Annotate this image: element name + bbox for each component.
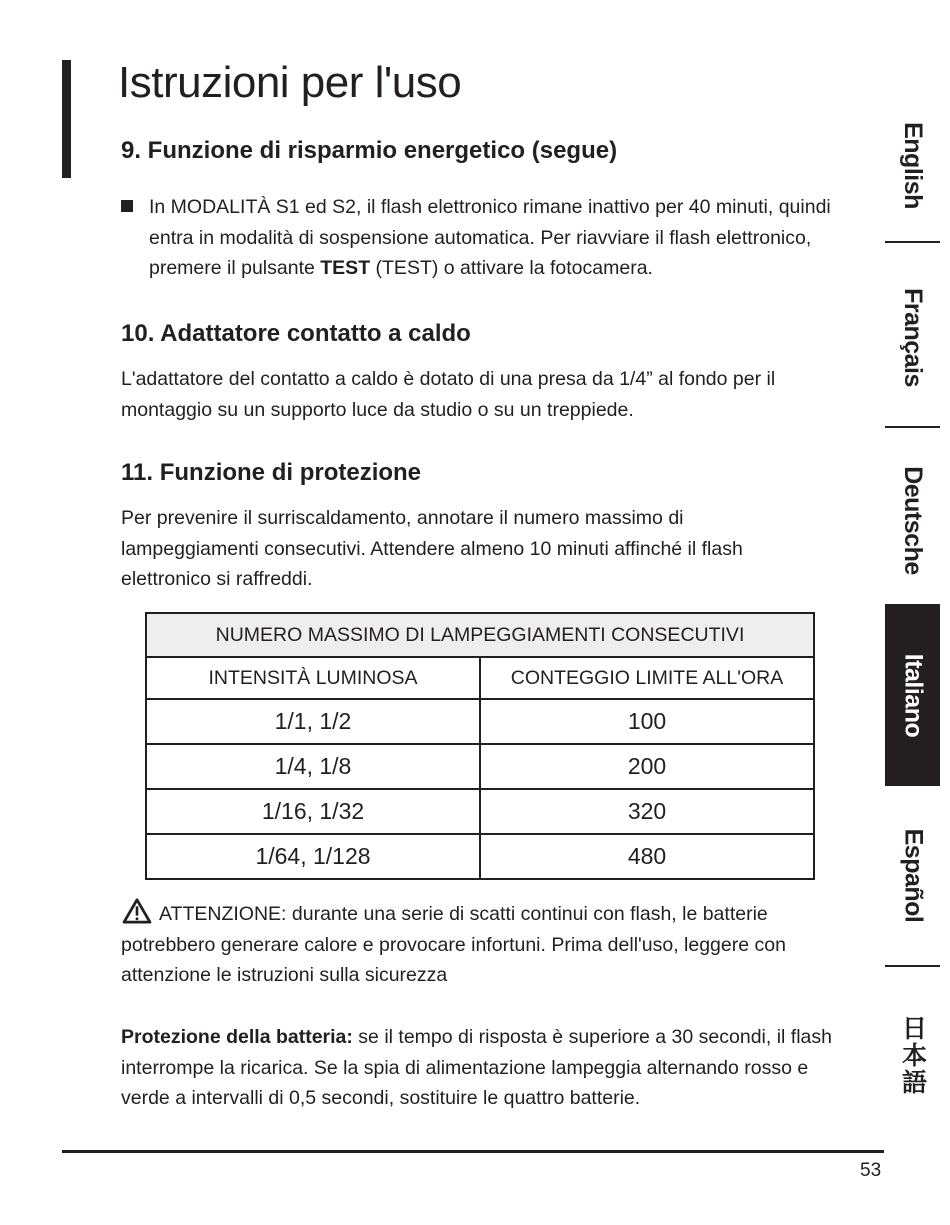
table-cell: 480 bbox=[480, 834, 814, 879]
section-9-bullet bbox=[149, 192, 849, 284]
battery-text: se il tempo di risposta è superiore a 30 secondi, il flash interrompe la ricarica. Se la spia di alimentazione lampeggia alternando rosso e verde a intervalli di 0,5 secondi, sostituire le quattro batterie. bbox=[121, 1026, 832, 1109]
tab-japanese[interactable] bbox=[885, 1000, 940, 1110]
table-cell: 1/1, 1/2 bbox=[146, 699, 480, 744]
bullet-text-part: (TEST) o attivare la fotocamera. bbox=[370, 257, 653, 279]
bullet-square-icon bbox=[121, 200, 133, 212]
warning-triangle-icon bbox=[121, 898, 153, 924]
table-row bbox=[146, 789, 814, 834]
battery-protection bbox=[121, 1022, 841, 1114]
table-cell: 1/16, 1/32 bbox=[146, 789, 480, 834]
warning-text: ATTENZIONE: durante una serie di scatti continui con flash, le batterie potrebbero generare calore e provocare infortuni. Prima dell'uso, leggere con attenzione le istruzioni sulla sicurezza bbox=[121, 903, 786, 986]
table-cell: 1/64, 1/128 bbox=[146, 834, 480, 879]
table-row bbox=[146, 744, 814, 789]
section-10-heading: 10. Adattatore contatto a caldo bbox=[121, 320, 471, 347]
tab-label: English bbox=[899, 121, 928, 209]
table-row bbox=[146, 699, 814, 744]
table-cell: 1/4, 1/8 bbox=[146, 744, 480, 789]
tab-label: Français bbox=[899, 288, 927, 387]
tab-divider bbox=[885, 241, 940, 243]
warning-notice bbox=[121, 898, 841, 991]
tab-label: Italiano bbox=[899, 653, 928, 737]
table-row bbox=[146, 834, 814, 879]
tab-label: Deutsche bbox=[899, 465, 928, 575]
section-11-heading: 11. Funzione di protezione bbox=[121, 459, 422, 486]
tab-divider bbox=[885, 426, 940, 428]
bullet-text-part: In MODALITÀ S1 ed S2, il flash elettronico rimane inattivo per 40 minuti, quindi entra in modalità di sospensione automatica. Per riavviare il flash elettronico, premere il pulsante bbox=[149, 196, 831, 279]
tab-espanol[interactable] bbox=[885, 795, 940, 955]
tab-label: Español bbox=[899, 828, 927, 922]
table-header: INTENSITÀ LUMINOSA bbox=[146, 657, 480, 699]
test-button-label: TEST bbox=[320, 257, 371, 279]
title-accent-bar bbox=[62, 60, 71, 178]
tab-english[interactable] bbox=[885, 95, 940, 235]
battery-label: Protezione della batteria: bbox=[121, 1026, 353, 1048]
table-cell: 320 bbox=[480, 789, 814, 834]
table-cell: 100 bbox=[480, 699, 814, 744]
table-header: CONTEGGIO LIMITE ALL'ORA bbox=[480, 657, 814, 699]
table-cell: 200 bbox=[480, 744, 814, 789]
section-10-text: L'adattatore del contatto a caldo è dotato di una presa da 1/4” al fondo per il montaggio su un supporto luce da studio o su un treppiede. bbox=[121, 368, 776, 421]
section-11-text: Per prevenire il surriscaldamento, annotare il numero massimo di lampeggiamenti consecutivi. Attendere almeno 10 minuti affinché il flash elettronico si raffreddi. bbox=[121, 507, 743, 590]
tab-deutsche[interactable] bbox=[885, 440, 940, 600]
flash-limit-table bbox=[145, 612, 815, 880]
tab-divider bbox=[885, 965, 940, 967]
tab-italiano[interactable] bbox=[885, 604, 940, 786]
tab-francais[interactable] bbox=[885, 255, 940, 420]
page-title: Istruzioni per l'uso bbox=[118, 58, 462, 107]
footer-rule bbox=[62, 1150, 884, 1153]
section-9-heading: 9. Funzione di risparmio energetico (segue) bbox=[121, 137, 618, 164]
table-caption: NUMERO MASSIMO DI LAMPEGGIAMENTI CONSECUTIVI bbox=[146, 613, 814, 657]
page-number: 53 bbox=[860, 1160, 882, 1181]
tab-label: 日本語 bbox=[898, 1014, 927, 1096]
